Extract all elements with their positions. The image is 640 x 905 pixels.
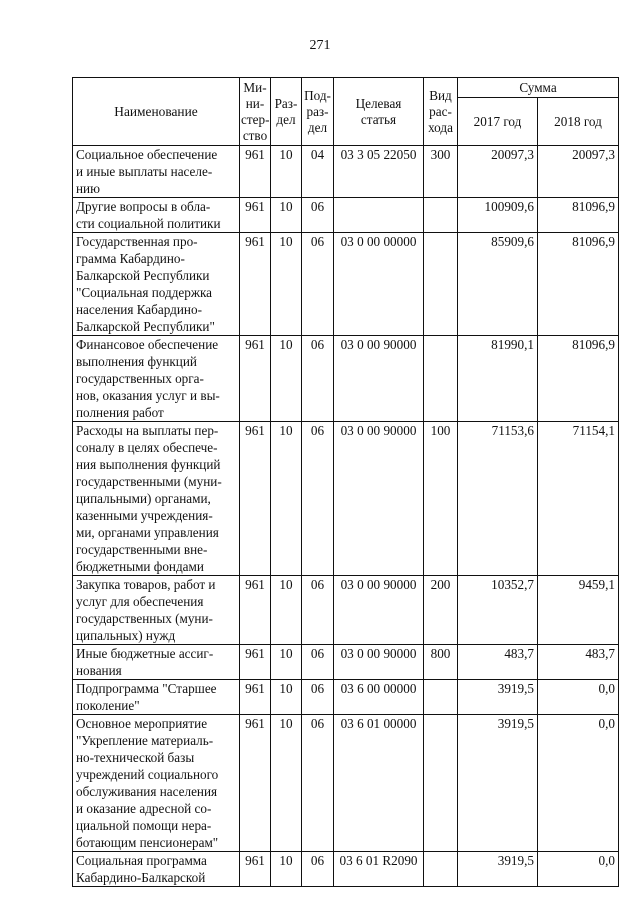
table-row [73,715,619,852]
page-number: 271 [309,38,331,53]
row-sum-2017: 483,7 [458,645,538,680]
row-name: Подпрограмма "Старшее поколение" [73,680,240,715]
row-ministry: 961 [240,336,271,422]
row-target: 03 0 00 90000 [334,336,424,422]
row-subsection: 06 [302,645,334,680]
row-subsection: 06 [302,336,334,422]
row-subsection: 06 [302,576,334,645]
row-sum-2018: 71154,1 [538,422,619,576]
row-expense-type [424,852,458,887]
header-year-2018: 2018 год [538,98,619,146]
row-ministry: 961 [240,422,271,576]
table-row [73,852,619,887]
row-sum-2018: 0,0 [538,680,619,715]
row-subsection: 06 [302,680,334,715]
row-sum-2018: 483,7 [538,645,619,680]
row-name: Другие вопросы в обла- сти социальной политики [73,198,240,233]
row-ministry: 961 [240,576,271,645]
table-row [73,422,619,576]
row-section: 10 [271,146,302,198]
row-ministry: 961 [240,198,271,233]
row-sum-2017: 10352,7 [458,576,538,645]
row-subsection: 06 [302,852,334,887]
row-target: 03 0 00 90000 [334,422,424,576]
row-ministry: 961 [240,680,271,715]
row-name: Государственная про- грамма Кабардино- Балкарской Республики "Социальная поддержка населения Кабардино- Балкарской Республики" [73,233,240,336]
row-subsection: 06 [302,233,334,336]
row-subsection: 04 [302,146,334,198]
row-name: Закупка товаров, работ и услуг для обеспечения государственных (муни- ципальных) нужд [73,576,240,645]
row-subsection: 06 [302,715,334,852]
header-ministry: Ми- ни- стер- ство [240,78,271,146]
row-sum-2017: 3919,5 [458,680,538,715]
table-row [73,680,619,715]
row-ministry: 961 [240,852,271,887]
row-target: 03 0 00 90000 [334,645,424,680]
row-sum-2017: 3919,5 [458,852,538,887]
row-section: 10 [271,680,302,715]
row-subsection: 06 [302,422,334,576]
row-sum-2018: 81096,9 [538,198,619,233]
row-sum-2018: 81096,9 [538,233,619,336]
header-year-2017: 2017 год [458,98,538,146]
row-sum-2017: 3919,5 [458,715,538,852]
table-row [73,198,619,233]
row-target: 03 6 01 R2090 [334,852,424,887]
row-expense-type [424,715,458,852]
row-sum-2018: 9459,1 [538,576,619,645]
header-sum: Сумма [458,78,619,98]
row-section: 10 [271,198,302,233]
row-section: 10 [271,336,302,422]
row-target: 03 0 00 90000 [334,576,424,645]
row-sum-2017: 81990,1 [458,336,538,422]
table-row [73,336,619,422]
row-name: Иные бюджетные ассиг- нования [73,645,240,680]
row-sum-2017: 85909,6 [458,233,538,336]
row-target: 03 0 00 00000 [334,233,424,336]
row-expense-type: 800 [424,645,458,680]
header-expense-type: Вид рас- хода [424,78,458,146]
row-target: 03 6 00 00000 [334,680,424,715]
row-ministry: 961 [240,233,271,336]
row-name: Финансовое обеспечение выполнения функций государственных орга- нов, оказания услуг и вы- полнения работ [73,336,240,422]
row-expense-type [424,233,458,336]
row-expense-type: 200 [424,576,458,645]
row-name: Основное мероприятие "Укрепление материаль- но-технической базы учреждений социального обслуживания населения и оказание адресной со- циальной помощи нера- ботающим пенсионерам" [73,715,240,852]
row-sum-2017: 100909,6 [458,198,538,233]
table-header [73,78,619,146]
row-sum-2018: 81096,9 [538,336,619,422]
row-target: 03 3 05 22050 [334,146,424,198]
row-name: Расходы на выплаты пер- соналу в целях обеспече- ния выполнения функций государственными (муни- ципальными) органами, казенными учреждения- ми, органами управления государственными вне- бюджетными фондами [73,422,240,576]
row-sum-2017: 20097,3 [458,146,538,198]
row-target: 03 6 01 00000 [334,715,424,852]
budget-table [72,77,619,887]
row-name: Социальное обеспечение и иные выплаты населе- нию [73,146,240,198]
row-expense-type: 100 [424,422,458,576]
header-subsection: Под- раз- дел [302,78,334,146]
table-row [73,576,619,645]
row-section: 10 [271,645,302,680]
row-section: 10 [271,715,302,852]
row-ministry: 961 [240,645,271,680]
row-sum-2018: 20097,3 [538,146,619,198]
table-row [73,146,619,198]
row-section: 10 [271,422,302,576]
row-expense-type [424,680,458,715]
table-row [73,645,619,680]
row-section: 10 [271,233,302,336]
row-sum-2018: 0,0 [538,715,619,852]
row-sum-2017: 71153,6 [458,422,538,576]
row-name: Социальная программа Кабардино-Балкарской [73,852,240,887]
row-expense-type [424,336,458,422]
table-row [73,233,619,336]
header-name: Наименование [73,78,240,146]
row-ministry: 961 [240,146,271,198]
row-section: 10 [271,576,302,645]
row-ministry: 961 [240,715,271,852]
row-expense-type: 300 [424,146,458,198]
row-subsection: 06 [302,198,334,233]
row-target [334,198,424,233]
header-section: Раз- дел [271,78,302,146]
table-body [73,146,619,887]
row-sum-2018: 0,0 [538,852,619,887]
header-target: Целевая статья [334,78,424,146]
row-expense-type [424,198,458,233]
row-section: 10 [271,852,302,887]
